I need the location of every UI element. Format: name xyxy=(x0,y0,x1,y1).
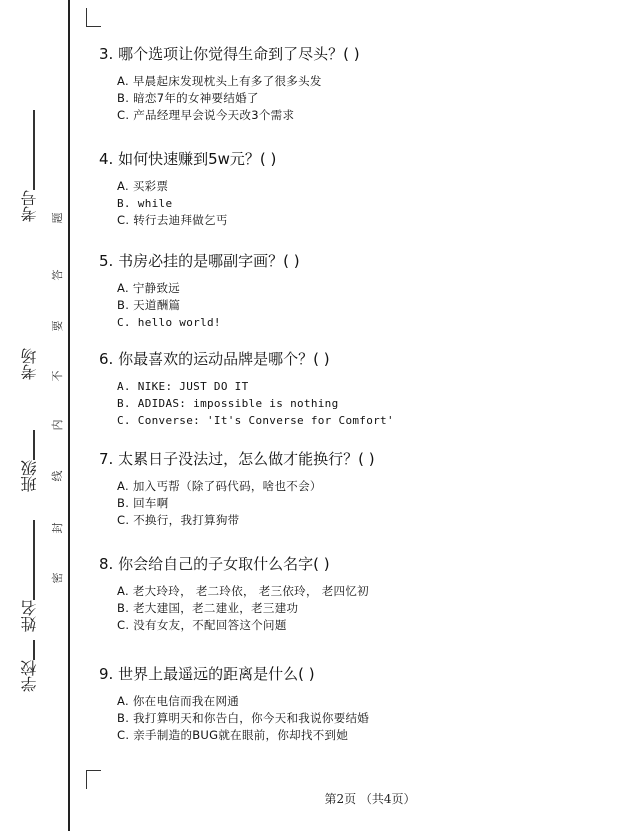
room-label: 考场 xyxy=(19,348,39,380)
seal-char: 封 xyxy=(51,522,64,534)
page-number-footer: 第2页 （共4页） xyxy=(324,792,416,806)
class-label: 班级 xyxy=(19,460,39,492)
option-a: A. 早晨起床发现枕头上有多了很多头发 xyxy=(117,74,322,88)
seal-char: 不 xyxy=(51,370,64,382)
room-field xyxy=(14,348,44,380)
option-b: B. 我打算明天和你告白，你今天和我说你要结婚 xyxy=(117,711,370,725)
option-list xyxy=(99,178,619,229)
option-b: B. 天道酬篇 xyxy=(117,298,181,312)
option-a: A. NIKE: JUST DO IT xyxy=(117,380,249,393)
question-title: 9. 世界上最遥远的距离是什么( ) xyxy=(99,665,315,683)
question-6 xyxy=(99,350,619,429)
school-field xyxy=(14,640,44,692)
corner-mark-bottom xyxy=(86,770,101,789)
class-field xyxy=(14,430,44,492)
name-blank xyxy=(33,520,35,600)
option-b: B. 老大建国，老二建业，老三建功 xyxy=(117,601,299,615)
option-list xyxy=(99,378,619,429)
question-title: 8. 你会给自己的子女取什么名字( ) xyxy=(99,555,330,573)
name-label: 姓名 xyxy=(19,600,39,632)
school-label: 学校 xyxy=(19,660,39,692)
question-9 xyxy=(99,665,619,744)
school-blank xyxy=(33,640,35,660)
option-a: A. 宁静致远 xyxy=(117,281,181,295)
option-list xyxy=(99,583,619,634)
question-title: 7. 太累日子没法过，怎么做才能换行？( ) xyxy=(99,450,375,468)
question-3 xyxy=(99,45,619,124)
question-title: 6. 你最喜欢的运动品牌是哪个？( ) xyxy=(99,350,330,368)
class-blank xyxy=(33,430,35,460)
exam-number-label: 考号 xyxy=(19,190,39,222)
name-field xyxy=(14,520,44,632)
question-5 xyxy=(99,252,619,331)
option-a: A. 买彩票 xyxy=(117,179,169,193)
option-a: A. 老大玲玲， 老二玲依， 老三依玲， 老四忆初 xyxy=(117,584,369,598)
option-b: B. ADIDAS: impossible is nothing xyxy=(117,397,339,410)
question-title: 5. 书房必挂的是哪副字画？( ) xyxy=(99,252,300,270)
option-c: C. Converse: 'It's Converse for Comfort' xyxy=(117,414,394,427)
option-b: B. while xyxy=(117,197,173,210)
exam-number-field xyxy=(14,110,44,222)
option-c: C. 转行去迪拜做乞丐 xyxy=(117,213,228,227)
seal-char: 密 xyxy=(51,572,64,584)
option-b: B. 回车啊 xyxy=(117,496,169,510)
seal-char: 线 xyxy=(51,470,64,482)
seal-char: 题 xyxy=(51,212,64,224)
seal-char: 内 xyxy=(51,419,64,431)
exam-number-blank xyxy=(33,110,35,190)
option-a: A. 你在电信而我在网通 xyxy=(117,694,240,708)
option-a: A. 加入丐帮（除了码代码，啥也不会） xyxy=(117,479,322,493)
question-8 xyxy=(99,555,619,634)
option-c: C. 没有女友，不配回答这个问题 xyxy=(117,618,287,632)
option-c: C. 亲手制造的BUG就在眼前，你却找不到她 xyxy=(117,728,349,742)
question-4 xyxy=(99,150,619,229)
question-7 xyxy=(99,450,619,529)
question-title: 4. 如何快速赚到5w元？( ) xyxy=(99,150,277,168)
binding-line xyxy=(68,0,70,831)
option-list xyxy=(99,478,619,529)
seal-char: 答 xyxy=(51,269,64,281)
option-b: B. 暗恋7年的女神要结婚了 xyxy=(117,91,259,105)
question-title: 3. 哪个选项让你觉得生命到了尽头？( ) xyxy=(99,45,360,63)
option-list xyxy=(99,693,619,744)
option-c: C. hello world! xyxy=(117,316,221,329)
seal-char: 要 xyxy=(51,320,64,332)
option-list xyxy=(99,73,619,124)
option-list xyxy=(99,280,619,331)
option-c: C. 产品经理早会说今天改3个需求 xyxy=(117,108,295,122)
option-c: C. 不换行，我打算狗带 xyxy=(117,513,240,527)
corner-mark-top xyxy=(86,8,101,27)
